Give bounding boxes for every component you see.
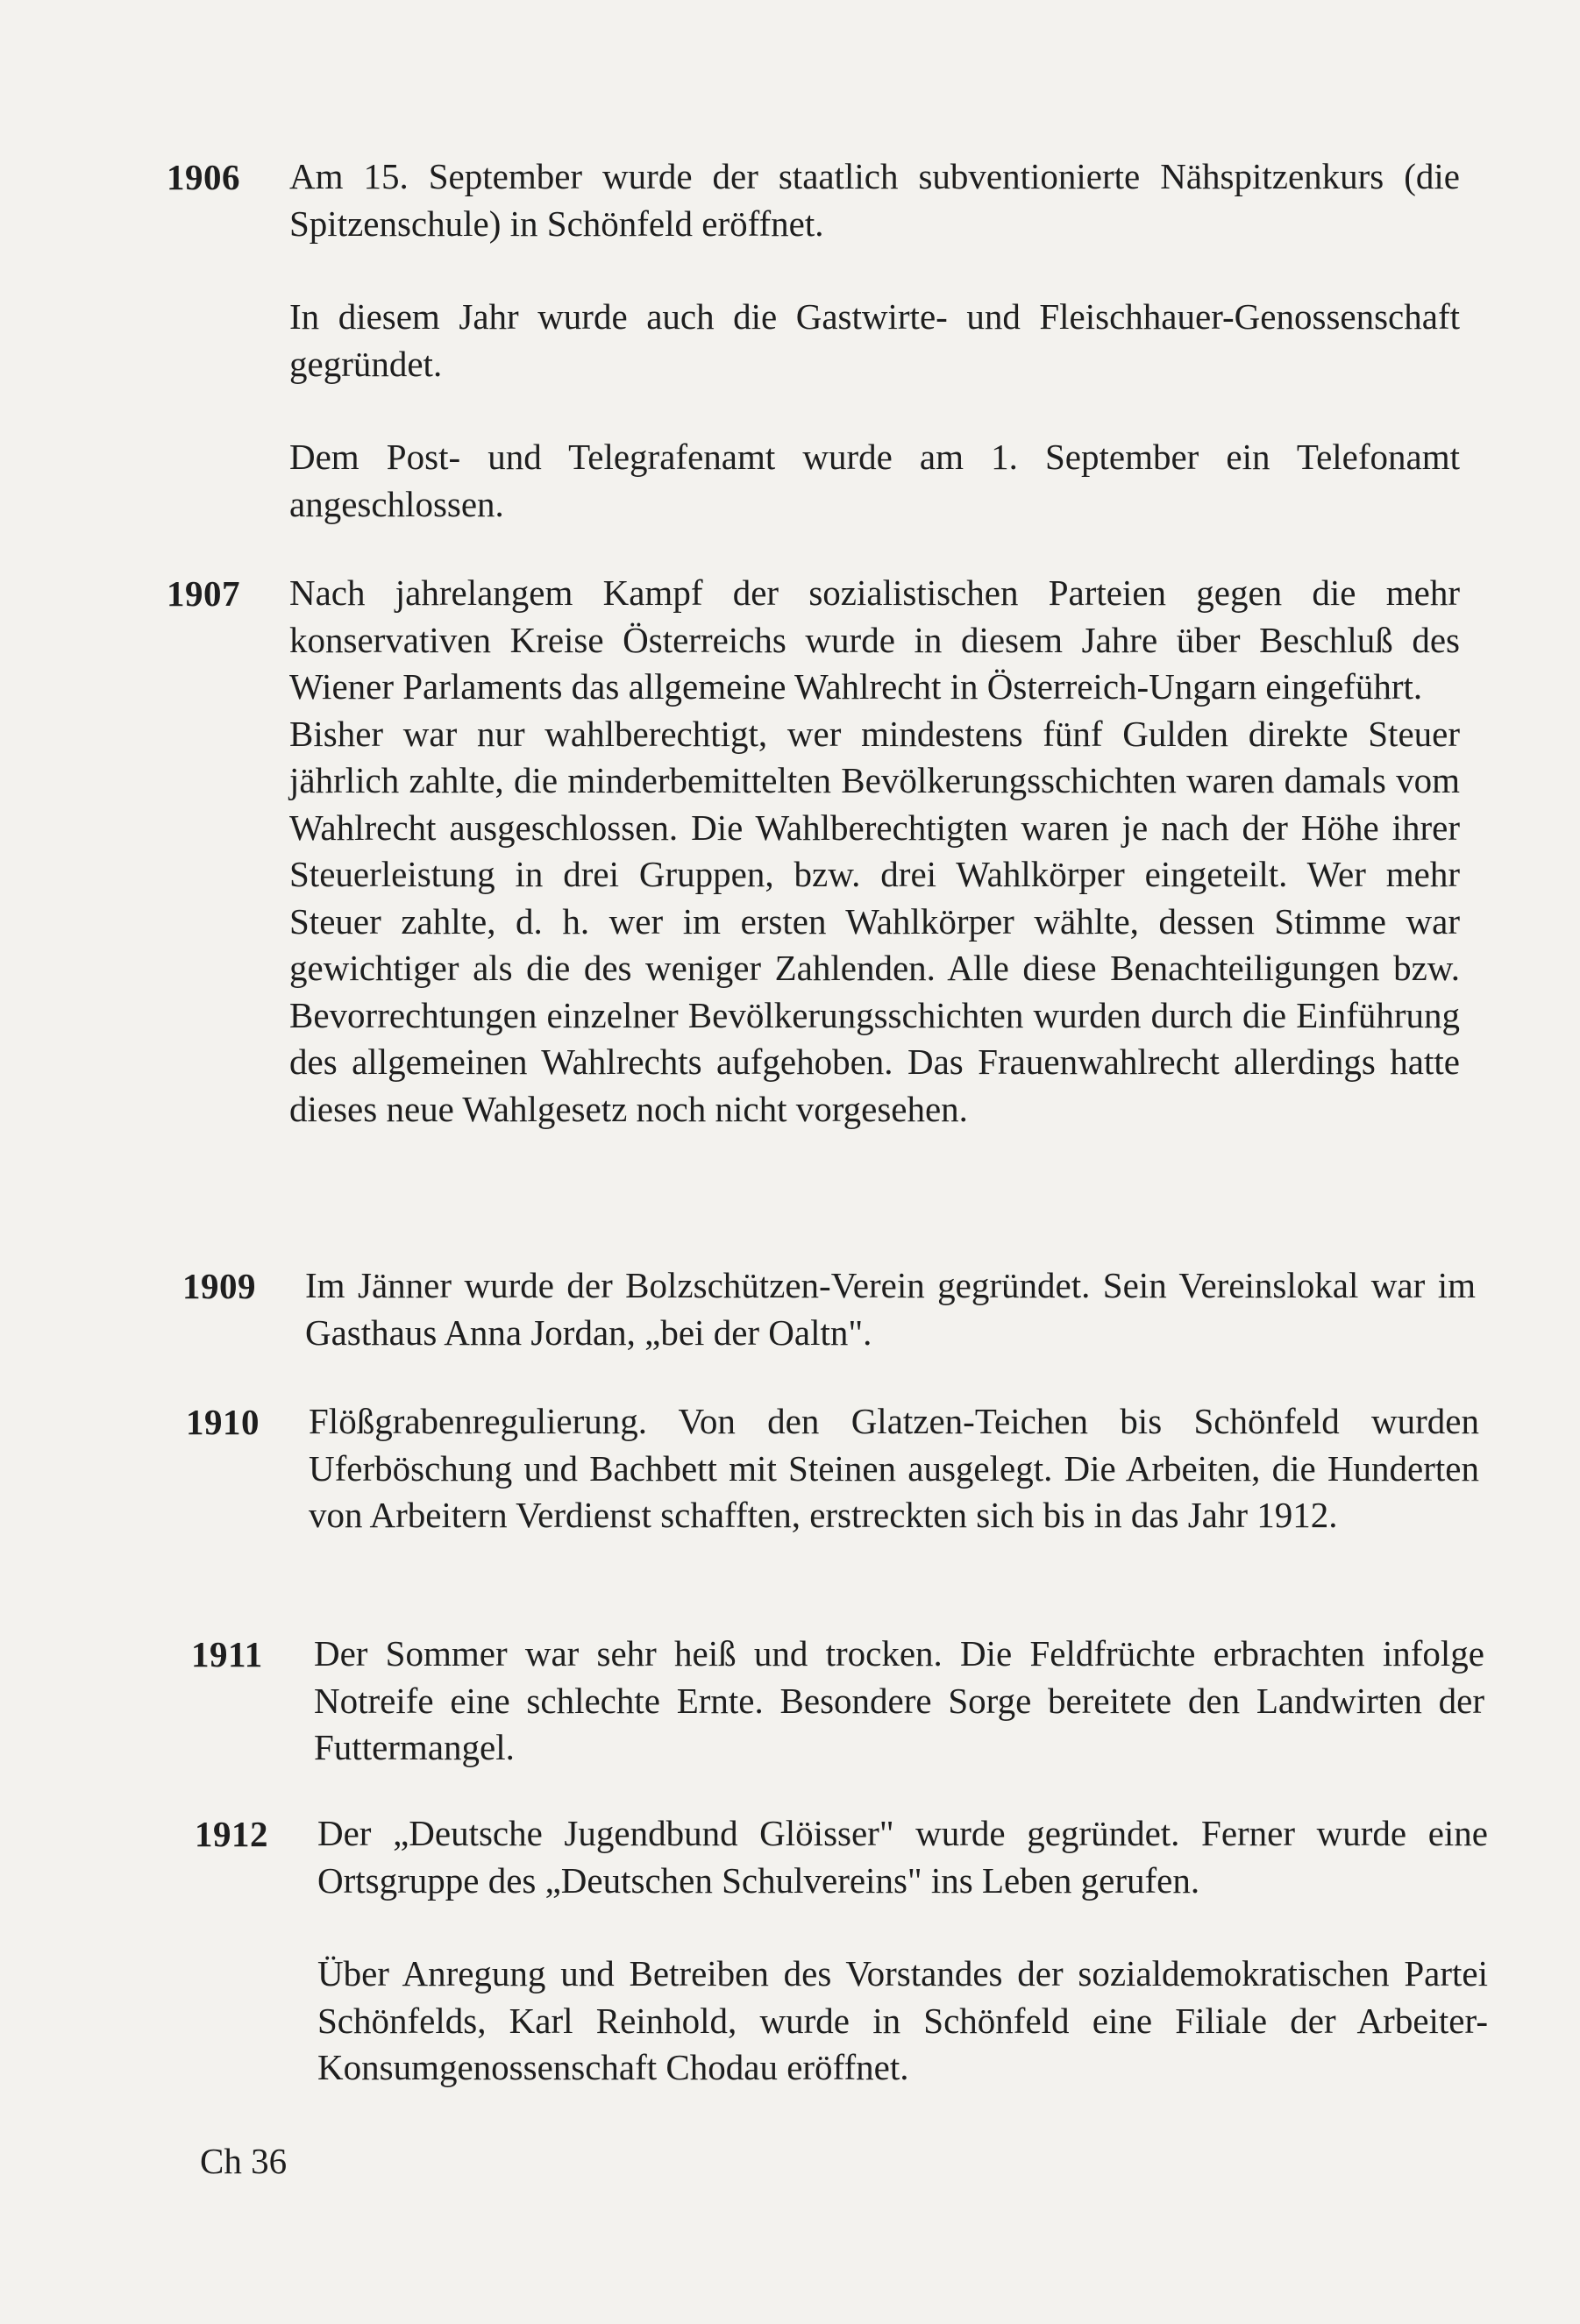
page-number: Ch 36 [200,2141,288,2181]
entry-body [309,1398,1479,1539]
entry-year: 1910 [186,1402,260,1442]
entry-paragraph: Flößgrabenregulierung. Von den Glatzen-Teichen bis Schönfeld wurden Uferböschung und Bachbett mit Steinen ausgelegt. Die Arbeiten, die Hunderten von Arbeitern Verdienst schafften, erstreckten sich bis in das Jahr 1912. [309,1401,1479,1535]
entry-paragraph: Dem Post- und Telegrafenamt wurde am 1. September ein Telefonamt angeschlossen. [289,437,1460,524]
entry-paragraph: Am 15. September wurde der staatlich subventionierte Nähspitzenkurs (die Spitzenschule) in Schönfeld eröffnet. [289,156,1460,244]
entry-paragraph: Bisher war nur wahlberechtigt, wer mindestens fünf Gulden direkte Steuer jährlich zahlte, die minderbemittelten Bevölkerungsschichten waren damals vom Wahlrecht ausgeschlossen. Die Wahlberechtigten waren je nach der Höhe ihrer Steuerleistung in drei Gruppen, bzw. drei Wahlkörper eingeteilt. Wer mehr Steuer zahlte, d. h. wer im ersten Wahlkörper wählte, dessen Stimme war gewichtiger als die des weniger Zahlenden. Alle diese Benachteiligungen bzw. Bevorrechtungen einzelner Bevölkerungsschichten wurden durch die Einführung des allgemeinen Wahlrechts aufgehoben. Das Frauenwahlrecht allerdings hatte dieses neue Wahlgesetz noch nicht vorgesehen. [289,713,1460,1129]
entry-year: 1907 [167,573,240,614]
entry-body [305,1262,1476,1356]
entry-year: 1906 [167,157,240,197]
entry-year: 1909 [182,1266,256,1306]
entry-paragraph: Der „Deutsche Jugendbund Glöisser" wurde gegründet. Ferner wurde eine Ortsgruppe des „Deutschen Schulvereins" ins Leben gerufen. [317,1813,1488,1901]
entry-paragraph: Der Sommer war sehr heiß und trocken. Die Feldfrüchte erbrachten infolge Notreife eine schlechte Ernte. Besondere Sorge bereitete den Landwirten der Futtermangel. [314,1633,1484,1767]
entry-year: 1911 [191,1634,263,1674]
entry-paragraph: Nach jahrelangem Kampf der sozialistischen Parteien gegen die mehr konservativen Kreise Österreichs wurde in diesem Jahre über Beschluß des Wiener Parlaments das allgemeine Wahlrecht in Österreich-Ungarn eingeführt. [289,572,1460,707]
entry-body [317,1810,1488,2092]
entry-paragraph: Im Jänner wurde der Bolzschützen-Verein gegründet. Sein Vereinslokal war im Gasthaus Anna Jordan, „bei der Oaltn". [305,1265,1476,1353]
entry-body [289,570,1460,1133]
entry-paragraph: Über Anregung und Betreiben des Vorstandes der sozialdemokratischen Partei Schönfelds, Karl Reinhold, wurde in Schönfeld eine Filiale der Arbeiter-Konsumgenossenschaft Chodau eröffnet. [317,1953,1488,2087]
entry-body [314,1631,1484,1772]
entry-paragraph: In diesem Jahr wurde auch die Gastwirte- und Fleischhauer-Genossenschaft gegründet. [289,296,1460,384]
entry-body [289,153,1460,528]
entry-year: 1912 [195,1814,268,1854]
